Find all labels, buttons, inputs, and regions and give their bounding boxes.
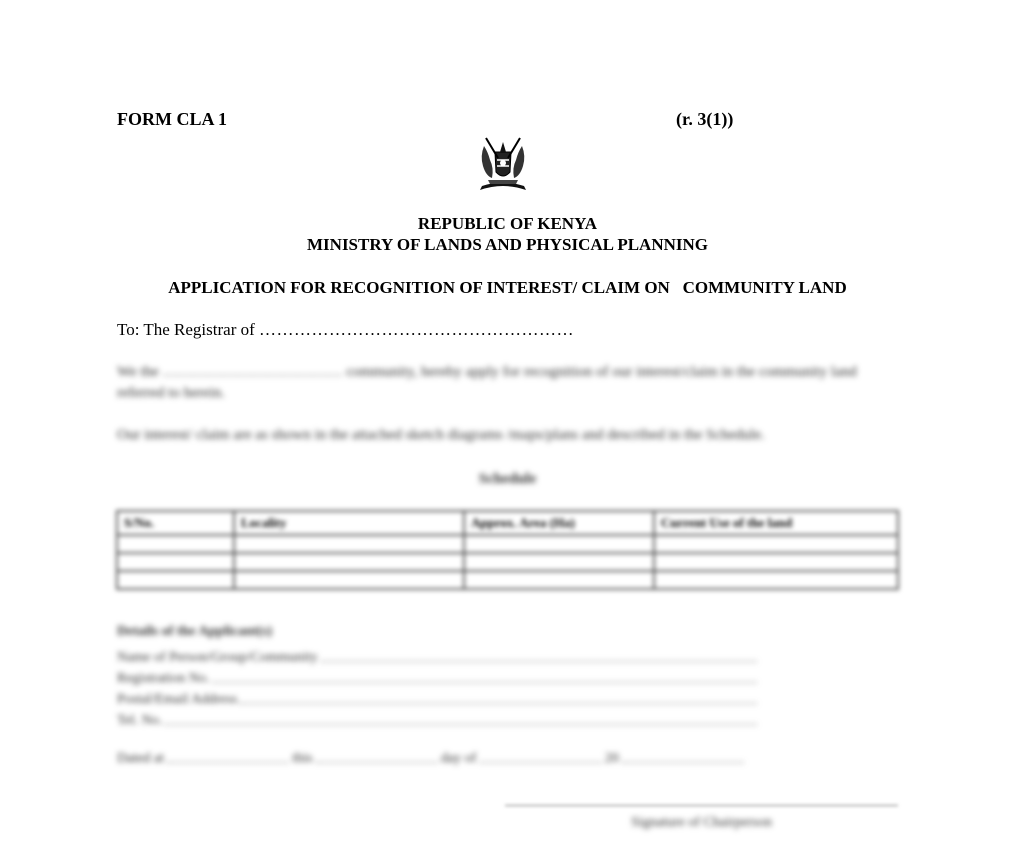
table-cell[interactable] bbox=[117, 535, 234, 553]
this-label: this bbox=[292, 751, 313, 766]
table-row bbox=[117, 553, 898, 571]
day-of-label: day of bbox=[440, 751, 477, 766]
rule-reference: (r. 3(1)) bbox=[676, 109, 734, 129]
body-paragraph-1: We the ……………………………… community, hereby apply for recognition of our interest/claim in the community land referred to herein. bbox=[117, 364, 857, 401]
month-field[interactable] bbox=[479, 762, 601, 763]
table-cell[interactable] bbox=[117, 553, 234, 571]
day-field[interactable] bbox=[316, 762, 438, 763]
schedule-table bbox=[116, 510, 899, 590]
table-cell[interactable] bbox=[234, 571, 464, 589]
applicant-details-title: Details of the Applicant(s) bbox=[117, 624, 273, 639]
column-header: Locality bbox=[234, 511, 464, 535]
kenya-coat-of-arms-icon bbox=[474, 136, 532, 192]
field-label: Postal/Email Address bbox=[117, 692, 238, 707]
applicant-name-field[interactable] bbox=[117, 645, 757, 666]
table-cell[interactable] bbox=[117, 571, 234, 589]
table-header-row bbox=[117, 511, 898, 535]
table-cell[interactable] bbox=[464, 553, 654, 571]
registration-no-field[interactable] bbox=[117, 666, 757, 687]
table-cell[interactable] bbox=[654, 553, 898, 571]
table-row bbox=[117, 535, 898, 553]
ministry-heading: MINISTRY OF LANDS AND PHYSICAL PLANNING bbox=[307, 235, 708, 254]
postal-email-field[interactable] bbox=[117, 687, 757, 708]
dated-at-label: Dated at bbox=[117, 751, 165, 766]
column-header: S/No. bbox=[117, 511, 234, 535]
field-label: Name of Person/Group/Community bbox=[117, 650, 318, 665]
schedule-heading: Schedule bbox=[478, 471, 537, 487]
form-code: FORM CLA 1 bbox=[117, 109, 227, 129]
application-title: APPLICATION FOR RECOGNITION OF INTEREST/ CLAIM ON COMMUNITY LAND bbox=[168, 278, 847, 297]
table-cell[interactable] bbox=[464, 571, 654, 589]
table-cell[interactable] bbox=[654, 571, 898, 589]
republic-heading: REPUBLIC OF KENYA bbox=[417, 214, 598, 233]
registrar-field[interactable]: ……………………………………………… bbox=[259, 320, 575, 339]
addressee-line bbox=[117, 320, 574, 340]
column-header: Current Use of the land bbox=[654, 511, 898, 535]
table-cell[interactable] bbox=[464, 535, 654, 553]
table-cell[interactable] bbox=[234, 553, 464, 571]
tel-no-field[interactable] bbox=[117, 708, 757, 729]
body-paragraph-2: Our interest/ claim are as shown in the attached sketch diagrams /maps/plans and described in the Schedule. bbox=[117, 427, 765, 443]
year-field[interactable] bbox=[622, 762, 744, 763]
addressee-prefix: To: The Registrar of bbox=[117, 320, 260, 339]
table-cell[interactable] bbox=[234, 535, 464, 553]
column-header: Approx. Area (Ha) bbox=[464, 511, 654, 535]
year-prefix-label: 20 bbox=[604, 751, 619, 766]
table-row bbox=[117, 571, 898, 589]
place-field[interactable] bbox=[167, 762, 289, 763]
applicant-details bbox=[117, 624, 757, 729]
table-cell[interactable] bbox=[654, 535, 898, 553]
field-label: Tel. No. bbox=[117, 713, 163, 728]
signature-line[interactable] bbox=[505, 805, 898, 806]
field-label: Registration No. bbox=[117, 671, 210, 686]
dated-line bbox=[117, 751, 747, 767]
signature-label: Signature of Chairperson bbox=[631, 815, 772, 830]
